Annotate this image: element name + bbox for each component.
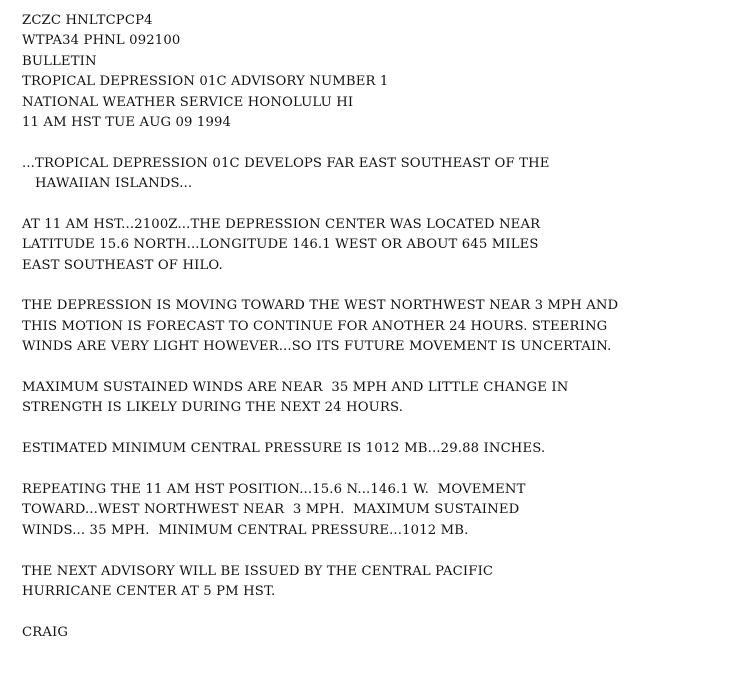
headline-line: ...TROPICAL DEPRESSION 01C DEVELOPS FAR EAST SOUTHEAST OF THE <box>22 155 550 171</box>
position-line: LATITUDE 15.6 NORTH...LONGITUDE 146.1 WEST OR ABOUT 645 MILES <box>22 237 539 253</box>
repeat-line: REPEATING THE 11 AM HST POSITION...15.6 N...146.1 W. MOVEMENT <box>22 481 526 497</box>
forecaster-signature: CRAIG <box>22 624 69 640</box>
movement-paragraph <box>22 296 732 357</box>
position-paragraph <box>22 215 732 276</box>
header-line-datetime: 11 AM HST TUE AUG 09 1994 <box>22 114 232 130</box>
position-line: EAST SOUTHEAST OF HILO. <box>22 257 223 273</box>
spacer <box>22 602 732 622</box>
spacer <box>22 358 732 378</box>
header-line-title: TROPICAL DEPRESSION 01C ADVISORY NUMBER 1 <box>22 74 389 90</box>
header-line-wmo-id: WTPA34 PHNL 092100 <box>22 33 181 49</box>
next-advisory-paragraph <box>22 562 732 603</box>
repeat-paragraph <box>22 480 732 541</box>
spacer <box>22 195 732 215</box>
repeat-line: WINDS... 35 MPH. MINIMUM CENTRAL PRESSURE...1012 MB. <box>22 522 469 538</box>
winds-paragraph <box>22 378 732 419</box>
repeat-line: TOWARD...WEST NORTHWEST NEAR 3 MPH. MAXIMUM SUSTAINED <box>22 502 520 518</box>
pressure-paragraph <box>22 439 732 459</box>
movement-line: THE DEPRESSION IS MOVING TOWARD THE WEST NORTHWEST NEAR 3 MPH AND <box>22 298 619 314</box>
bulletin-header <box>22 11 732 133</box>
movement-line: WINDS ARE VERY LIGHT HOWEVER...SO ITS FUTURE MOVEMENT IS UNCERTAIN. <box>22 339 612 355</box>
advisory-bulletin <box>22 11 732 643</box>
header-line-transmission-code: ZCZC HNLTCPCP4 <box>22 13 153 28</box>
spacer <box>22 541 732 561</box>
next-advisory-line: HURRICANE CENTER AT 5 PM HST. <box>22 583 276 599</box>
winds-line: MAXIMUM SUSTAINED WINDS ARE NEAR 35 MPH AND LITTLE CHANGE IN <box>22 380 569 396</box>
spacer <box>22 460 732 480</box>
spacer <box>22 276 732 296</box>
spacer <box>22 133 732 153</box>
headline-paragraph <box>22 154 732 195</box>
winds-line: STRENGTH IS LIKELY DURING THE NEXT 24 HOURS. <box>22 400 404 416</box>
header-line-type: BULLETIN <box>22 53 97 69</box>
position-line: AT 11 AM HST...2100Z...THE DEPRESSION CENTER WAS LOCATED NEAR <box>22 216 541 232</box>
headline-line: HAWAIIAN ISLANDS... <box>22 176 193 192</box>
spacer <box>22 419 732 439</box>
next-advisory-line: THE NEXT ADVISORY WILL BE ISSUED BY THE CENTRAL PACIFIC <box>22 563 494 579</box>
signature-paragraph <box>22 623 732 643</box>
header-line-issuer: NATIONAL WEATHER SERVICE HONOLULU HI <box>22 94 354 110</box>
pressure-line: ESTIMATED MINIMUM CENTRAL PRESSURE IS 1012 MB...29.88 INCHES. <box>22 441 546 457</box>
movement-line: THIS MOTION IS FORECAST TO CONTINUE FOR ANOTHER 24 HOURS. STEERING <box>22 318 608 334</box>
